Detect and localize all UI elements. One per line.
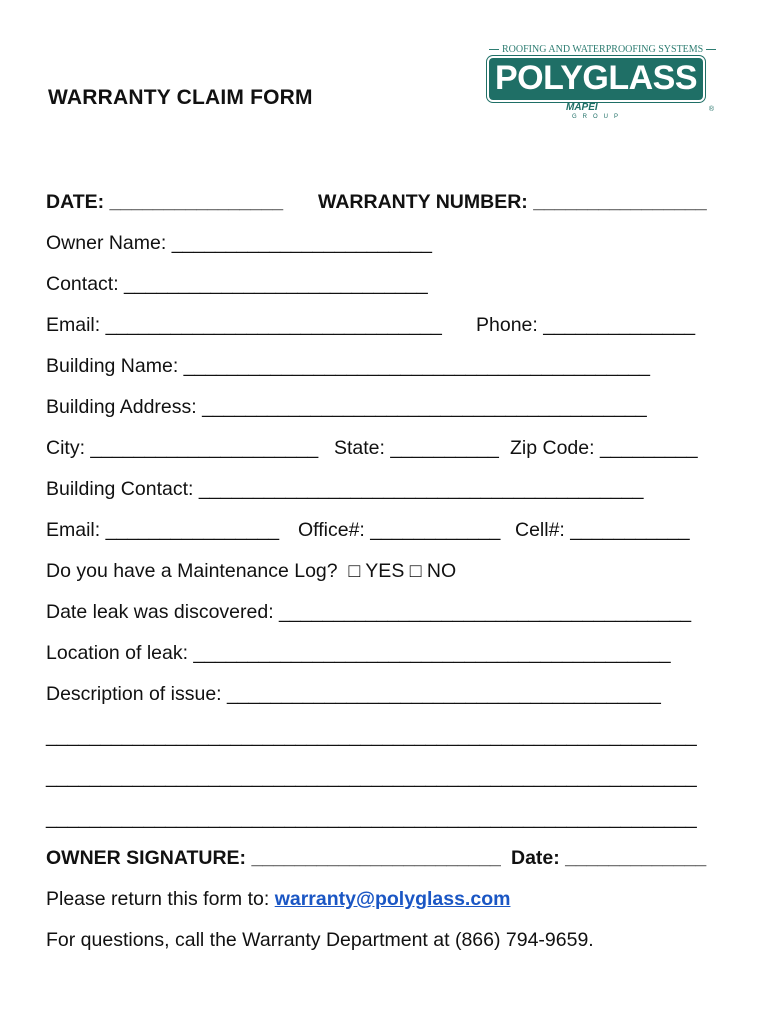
maintenance-log-question[interactable]: Do you have a Maintenance Log? □ YES □ NO [46, 560, 457, 582]
state-field[interactable]: State: __________ [334, 437, 499, 459]
signature-date-field[interactable]: Date: _____________ [511, 847, 707, 869]
return-email-link[interactable]: warranty@polyglass.com [274, 888, 511, 910]
city-field[interactable]: City: _____________________ [46, 437, 319, 459]
contact-field[interactable]: Contact: ____________________________ [46, 273, 428, 295]
date-leak-field[interactable]: Date leak was discovered: ______________________________________ [46, 601, 692, 623]
polyglass-logo [486, 44, 712, 124]
return-text: Please return this form to: [46, 888, 275, 910]
email-field[interactable]: Email: _______________________________ [46, 314, 442, 336]
logo-group: GROUP [572, 114, 625, 120]
owner-signature-field[interactable]: OWNER SIGNATURE: _______________________ [46, 847, 501, 869]
description-line-3[interactable]: ____________________________________________________________ [46, 807, 697, 829]
location-leak-field[interactable]: Location of leak: ____________________________________________ [46, 642, 671, 664]
email2-field[interactable]: Email: ________________ [46, 519, 280, 541]
form-title: WARRANTY CLAIM FORM [48, 86, 313, 109]
description-line-1[interactable]: ____________________________________________________________ [46, 725, 697, 747]
warranty-number-field[interactable]: WARRANTY NUMBER: ________________ [318, 191, 707, 213]
cell-field[interactable]: Cell#: ___________ [515, 519, 690, 541]
owner-name-field[interactable]: Owner Name: ________________________ [46, 232, 432, 254]
office-field[interactable]: Office#: ____________ [298, 519, 501, 541]
building-contact-field[interactable]: Building Contact: _________________________________________ [46, 478, 644, 500]
logo-box [489, 58, 703, 100]
phone-field[interactable]: Phone: ______________ [476, 314, 696, 336]
registered-icon: ® [708, 106, 714, 113]
description-line-2[interactable]: ____________________________________________________________ [46, 766, 697, 788]
logo-tagline: ROOFING AND WATERPROOFING SYSTEMS [486, 44, 712, 55]
logo-wordmark: POLYGLASS [494, 59, 698, 97]
description-field[interactable]: Description of issue: ________________________________________ [46, 683, 661, 705]
date-field[interactable]: DATE: ________________ [46, 191, 284, 213]
building-address-field[interactable]: Building Address: _________________________________________ [46, 396, 647, 418]
building-name-field[interactable]: Building Name: ___________________________________________ [46, 355, 650, 377]
zip-code-field[interactable]: Zip Code: _________ [510, 437, 698, 459]
questions-text: For questions, call the Warranty Department at (866) 794-9659. [46, 929, 594, 951]
return-instructions [46, 890, 510, 910]
logo-mapei: MAPEI [566, 102, 598, 113]
